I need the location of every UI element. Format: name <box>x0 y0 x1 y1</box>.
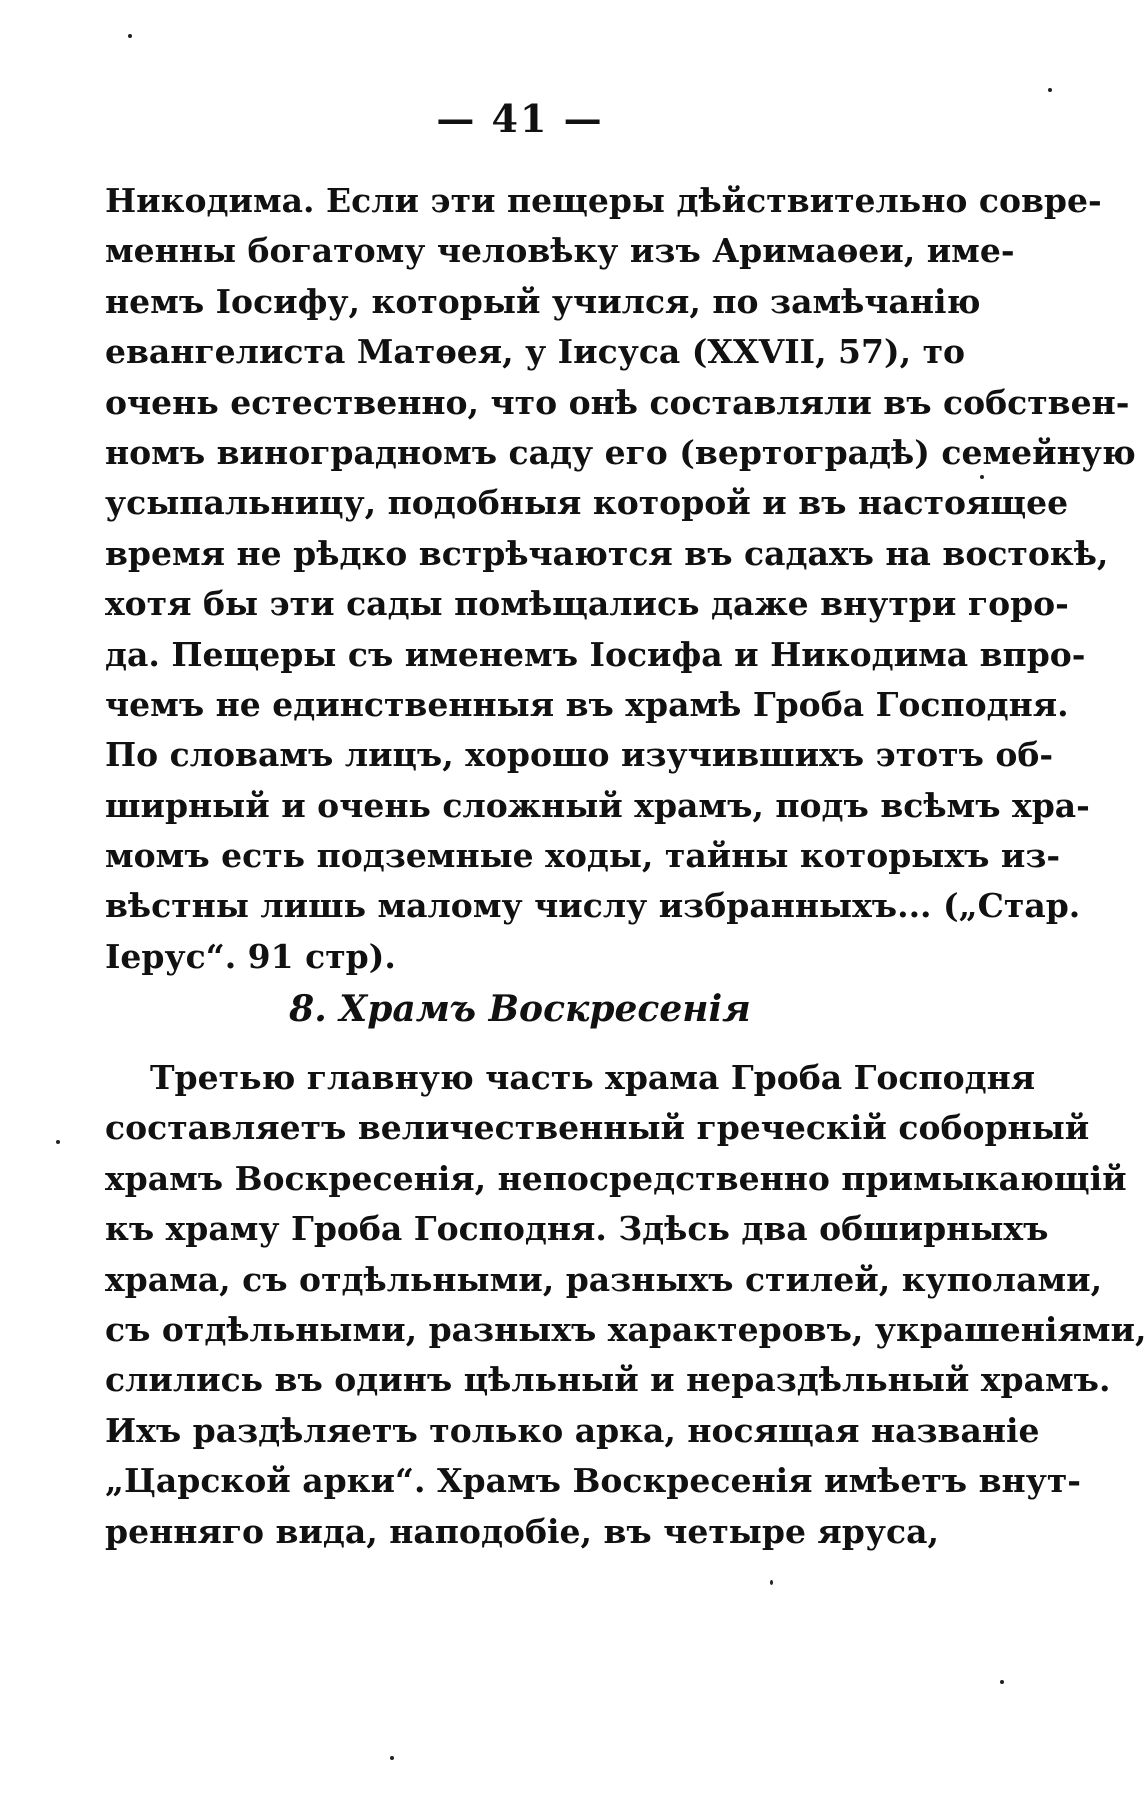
text-line: вѣстны лишь малому числу избранныхъ... („Стар. <box>105 886 1081 926</box>
text-line: Никодима. Если эти пещеры дѣйствительно совре- <box>105 181 1102 220</box>
scan-speck <box>1000 1680 1004 1684</box>
page-number: — 41 — <box>436 96 604 141</box>
text-line: чемъ не единственныя въ храмѣ Гроба Господня. <box>105 684 1069 724</box>
scan-speck <box>56 1140 60 1144</box>
scan-speck <box>770 1580 773 1585</box>
text-line: менны богатому человѣку изъ Аримаѳеи, име- <box>105 231 1015 271</box>
text-line: номъ виноградномъ саду его (вертоградѣ) семейную <box>105 432 1136 472</box>
text-line: храма, съ отдѣльными, разныхъ стилей, куполами, <box>105 1259 1103 1299</box>
scan-speck <box>1048 88 1052 92</box>
text-line: очень естественно, что онѣ составляли въ собствен- <box>105 382 1130 422</box>
text-line: По словамъ лицъ, хорошо изучившихъ этотъ об- <box>105 735 1054 775</box>
text-line: момъ есть подземные ходы, тайны которыхъ из- <box>105 836 1061 876</box>
text-line: немъ Іосифу, который учился, по замѣчанію <box>105 281 981 321</box>
paragraph-body-2 <box>105 1053 1146 1557</box>
text-line: евангелиста Матѳея, у Іисуса (XXVII, 57), то <box>105 332 966 372</box>
text-line: „Царской арки“. Храмъ Воскресенія имѣетъ внут- <box>105 1461 1081 1501</box>
text-line: составляетъ величественный греческій соборный <box>105 1108 1090 1148</box>
paragraph-body-1 <box>105 176 1136 982</box>
text-line: время не рѣдко встрѣчаются въ садахъ на востокѣ, <box>105 533 1109 573</box>
text-line: хотя бы эти сады помѣщались даже внутри горо- <box>105 584 1069 624</box>
scan-speck <box>980 475 984 479</box>
text-line: къ храму Гроба Господня. Здѣсь два обширныхъ <box>105 1209 1049 1249</box>
text-line: храмъ Воскресенія, непосредственно примыкающій <box>105 1158 1127 1198</box>
text-line: Третью главную часть храма Гроба Господня <box>150 1058 1036 1097</box>
scan-speck <box>128 34 132 38</box>
text-line: Іерус“. 91 стр). <box>105 936 396 976</box>
section-heading: 8. Храмъ Воскресенія <box>289 988 751 1030</box>
text-line: Ихъ раздѣляетъ только арка, носящая названіе <box>105 1410 1040 1450</box>
text-line: съ отдѣльными, разныхъ характеровъ, украшеніями, <box>105 1309 1146 1349</box>
text-line: ширный и очень сложный храмъ, подъ всѣмъ хра- <box>105 785 1090 825</box>
text-line: слились въ одинъ цѣльный и нераздѣльный храмъ. <box>105 1360 1111 1400</box>
text-line: да. Пещеры съ именемъ Іосифа и Никодима впро- <box>105 634 1086 674</box>
text-line: усыпальницу, подобныя которой и въ настоящее <box>105 483 1069 523</box>
text-line: ренняго вида, наподобіе, въ четыре яруса, <box>105 1511 939 1551</box>
scan-speck <box>390 1756 394 1760</box>
